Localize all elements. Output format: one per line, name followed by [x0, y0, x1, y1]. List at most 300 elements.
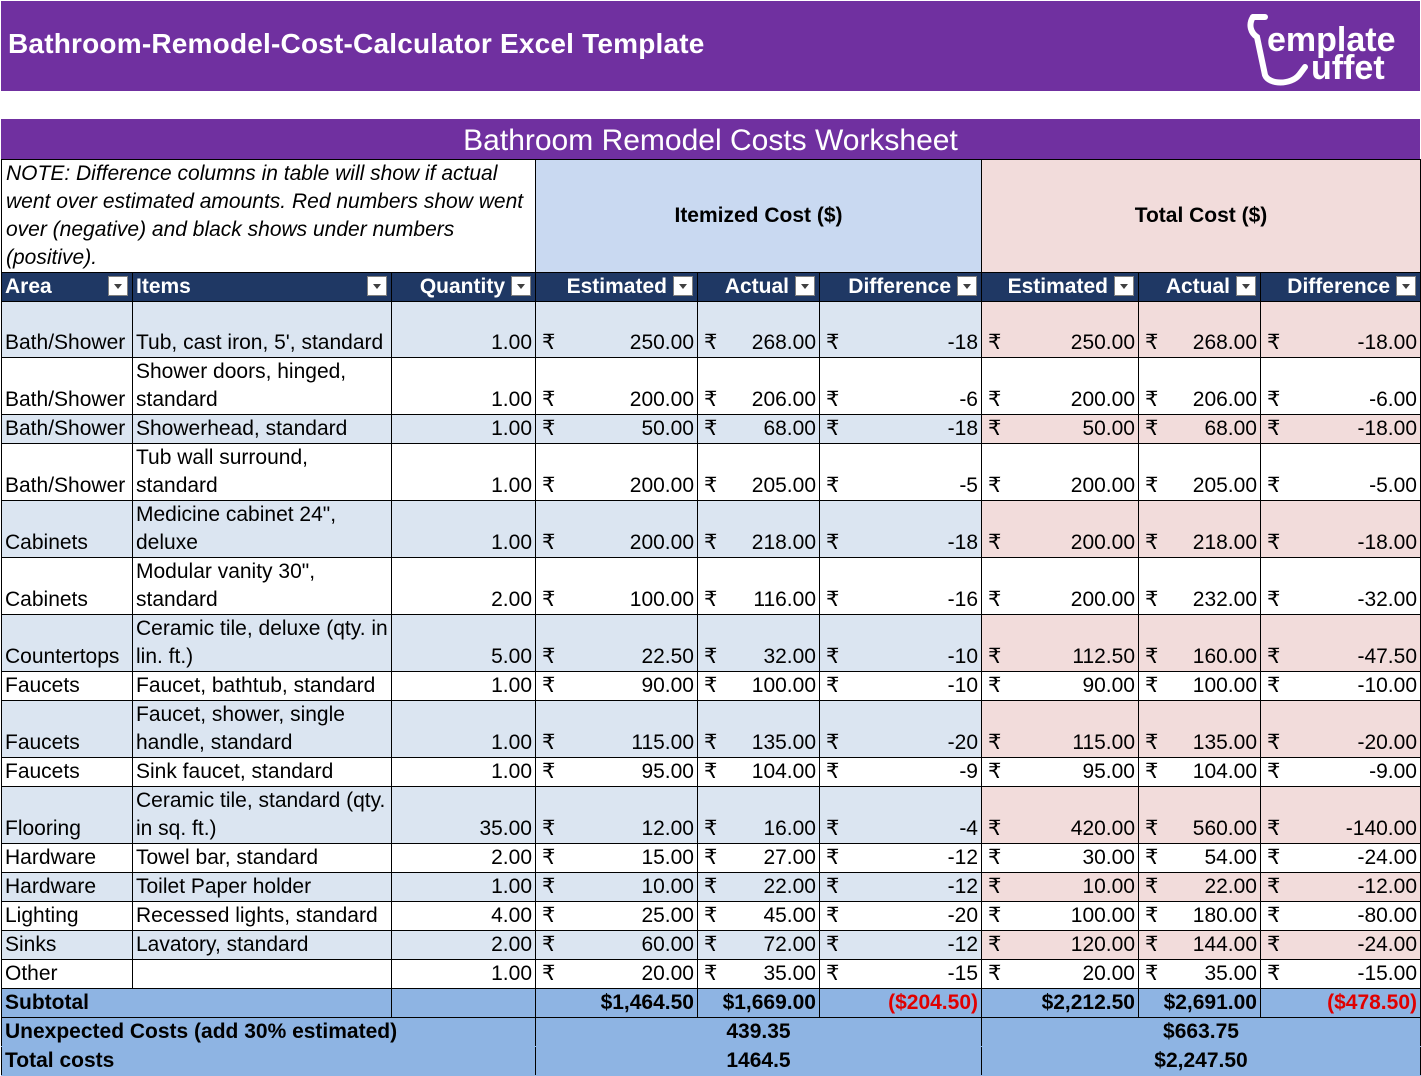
currency-symbol: ₹ — [826, 388, 840, 411]
currency-symbol: ₹ — [1267, 645, 1281, 668]
template-title: Bathroom-Remodel-Cost-Calculator Excel Template — [8, 28, 705, 59]
actual-cell[interactable]: ₹ 45.00 — [698, 902, 820, 931]
total-difference-cell[interactable]: ₹ -18.00 — [1261, 302, 1421, 358]
estimated-cell[interactable]: ₹ 200.00 — [536, 358, 698, 415]
currency-symbol: ₹ — [988, 474, 1002, 497]
actual-cell[interactable]: ₹ 68.00 — [698, 415, 820, 444]
total-difference-cell[interactable]: ₹ -18.00 — [1261, 501, 1421, 558]
difference-cell[interactable]: ₹ -15 — [820, 960, 982, 989]
worksheet-title: Bathroom Remodel Costs Worksheet — [1, 119, 1420, 159]
title-banner — [1, 1, 1420, 91]
currency-symbol: ₹ — [1145, 331, 1159, 354]
currency-symbol: ₹ — [1145, 904, 1159, 927]
quantity-cell[interactable]: 1.00 — [392, 672, 536, 701]
currency-symbol: ₹ — [704, 331, 718, 354]
filter-dropdown-icon[interactable] — [367, 276, 387, 296]
item-cell[interactable]: Toilet Paper holder — [133, 873, 392, 902]
currency-symbol: ₹ — [988, 904, 1002, 927]
currency-symbol: ₹ — [1145, 531, 1159, 554]
area-cell[interactable]: Hardware — [2, 873, 133, 902]
total-estimated-cell[interactable]: ₹ 200.00 — [982, 558, 1139, 615]
currency-symbol: ₹ — [542, 817, 556, 840]
area-cell[interactable]: Lighting — [2, 902, 133, 931]
filter-dropdown-icon[interactable] — [795, 276, 815, 296]
currency-symbol: ₹ — [826, 875, 840, 898]
table-row — [2, 444, 1421, 501]
currency-symbol: ₹ — [1145, 875, 1159, 898]
currency-symbol: ₹ — [1267, 531, 1281, 554]
area-cell[interactable]: Other — [2, 960, 133, 989]
total-difference-cell[interactable]: ₹ -15.00 — [1261, 960, 1421, 989]
table-row — [2, 672, 1421, 701]
total-estimated-cell[interactable]: ₹ 30.00 — [982, 844, 1139, 873]
difference-cell[interactable]: ₹ -12 — [820, 873, 982, 902]
currency-symbol: ₹ — [826, 846, 840, 869]
difference-cell[interactable]: ₹ -6 — [820, 358, 982, 415]
currency-symbol: ₹ — [704, 962, 718, 985]
item-cell[interactable]: Modular vanity 30", standard — [133, 558, 392, 615]
actual-cell[interactable]: ₹ 16.00 — [698, 787, 820, 844]
col-header-items[interactable]: Items — [133, 273, 392, 302]
total-actual-cell[interactable]: ₹ 54.00 — [1139, 844, 1261, 873]
currency-symbol: ₹ — [1267, 417, 1281, 440]
area-cell[interactable]: Bath/Shower — [2, 415, 133, 444]
subtotal-label[interactable]: Subtotal — [2, 989, 392, 1018]
unexpected-costs-total[interactable]: $663.75 — [982, 1018, 1421, 1047]
group-header-row — [2, 160, 1421, 273]
quantity-cell[interactable]: 1.00 — [392, 701, 536, 758]
currency-symbol: ₹ — [542, 760, 556, 783]
currency-symbol: ₹ — [704, 588, 718, 611]
currency-symbol: ₹ — [542, 645, 556, 668]
currency-symbol: ₹ — [988, 331, 1002, 354]
total-difference-cell[interactable]: ₹ -10.00 — [1261, 672, 1421, 701]
col-header-quantity[interactable]: Quantity — [392, 273, 536, 302]
currency-symbol: ₹ — [704, 904, 718, 927]
total-actual-cell[interactable]: ₹ 104.00 — [1139, 758, 1261, 787]
quantity-cell[interactable]: 1.00 — [392, 501, 536, 558]
area-cell[interactable]: Flooring — [2, 787, 133, 844]
total-costs-row — [2, 1047, 1421, 1076]
currency-symbol: ₹ — [1145, 645, 1159, 668]
total-actual-cell[interactable]: ₹ 218.00 — [1139, 501, 1261, 558]
difference-cell[interactable]: ₹ -12 — [820, 844, 982, 873]
difference-cell[interactable]: ₹ -18 — [820, 302, 982, 358]
subtotal-row — [2, 989, 1421, 1018]
total-actual-cell[interactable]: ₹ 100.00 — [1139, 672, 1261, 701]
item-cell[interactable]: Ceramic tile, standard (qty. in sq. ft.) — [133, 787, 392, 844]
total-estimated-cell[interactable]: ₹ 10.00 — [982, 873, 1139, 902]
table-row — [2, 701, 1421, 758]
quantity-cell[interactable]: 1.00 — [392, 758, 536, 787]
table-row — [2, 558, 1421, 615]
svg-text:uffet: uffet — [1311, 49, 1385, 87]
item-cell[interactable]: Faucet, bathtub, standard — [133, 672, 392, 701]
filter-dropdown-icon[interactable] — [1236, 276, 1256, 296]
currency-symbol: ₹ — [988, 962, 1002, 985]
currency-symbol: ₹ — [704, 760, 718, 783]
currency-symbol: ₹ — [1267, 904, 1281, 927]
table-row — [2, 960, 1421, 989]
currency-symbol: ₹ — [542, 904, 556, 927]
quantity-cell[interactable]: 1.00 — [392, 302, 536, 358]
total-actual-cell[interactable]: ₹ 35.00 — [1139, 960, 1261, 989]
quantity-cell[interactable]: 1.00 — [392, 960, 536, 989]
currency-symbol: ₹ — [826, 417, 840, 440]
total-actual-cell[interactable]: ₹ 268.00 — [1139, 302, 1261, 358]
area-cell[interactable]: Hardware — [2, 844, 133, 873]
area-cell[interactable]: Bath/Shower — [2, 358, 133, 415]
currency-symbol: ₹ — [1267, 875, 1281, 898]
currency-symbol: ₹ — [542, 331, 556, 354]
note-cell[interactable]: NOTE: Difference columns in table will show if actual went over estimated amounts. Red numbers show went over (negative) and black shows under numbers (positive). — [2, 160, 536, 273]
cost-worksheet-table — [1, 159, 1421, 1076]
difference-cell[interactable]: ₹ -20 — [820, 701, 982, 758]
quantity-cell[interactable]: 2.00 — [392, 844, 536, 873]
area-cell[interactable]: Sinks — [2, 931, 133, 960]
currency-symbol: ₹ — [1267, 388, 1281, 411]
difference-cell[interactable]: ₹ -20 — [820, 902, 982, 931]
subtotal-difference[interactable]: ($204.50) — [820, 989, 982, 1018]
estimated-cell[interactable]: ₹ 90.00 — [536, 672, 698, 701]
total-actual-cell[interactable]: ₹ 232.00 — [1139, 558, 1261, 615]
item-cell[interactable] — [133, 960, 392, 989]
total-estimated-cell[interactable]: ₹ 95.00 — [982, 758, 1139, 787]
total-estimated-cell[interactable]: ₹ 420.00 — [982, 787, 1139, 844]
estimated-cell[interactable]: ₹ 115.00 — [536, 701, 698, 758]
estimated-cell[interactable]: ₹ 250.00 — [536, 302, 698, 358]
actual-cell[interactable]: ₹ 72.00 — [698, 931, 820, 960]
area-cell[interactable]: Countertops — [2, 615, 133, 672]
currency-symbol: ₹ — [542, 962, 556, 985]
quantity-cell[interactable]: 35.00 — [392, 787, 536, 844]
estimated-cell[interactable]: ₹ 50.00 — [536, 415, 698, 444]
total-difference-cell[interactable]: ₹ -80.00 — [1261, 902, 1421, 931]
total-estimated-cell[interactable]: ₹ 90.00 — [982, 672, 1139, 701]
total-difference-cell[interactable]: ₹ -6.00 — [1261, 358, 1421, 415]
total-estimated-cell[interactable]: ₹ 100.00 — [982, 902, 1139, 931]
item-cell[interactable]: Shower doors, hinged, standard — [133, 358, 392, 415]
area-cell[interactable]: Cabinets — [2, 558, 133, 615]
estimated-cell[interactable]: ₹ 60.00 — [536, 931, 698, 960]
currency-symbol: ₹ — [826, 645, 840, 668]
estimated-cell[interactable]: ₹ 100.00 — [536, 558, 698, 615]
difference-cell[interactable]: ₹ -9 — [820, 758, 982, 787]
filter-dropdown-icon[interactable] — [108, 276, 128, 296]
currency-symbol: ₹ — [988, 933, 1002, 956]
currency-symbol: ₹ — [1145, 817, 1159, 840]
difference-cell[interactable]: ₹ -4 — [820, 787, 982, 844]
currency-symbol: ₹ — [704, 531, 718, 554]
currency-symbol: ₹ — [826, 588, 840, 611]
table-row — [2, 501, 1421, 558]
currency-symbol: ₹ — [704, 933, 718, 956]
item-cell[interactable]: Tub wall surround, standard — [133, 444, 392, 501]
currency-symbol: ₹ — [542, 846, 556, 869]
currency-symbol: ₹ — [1145, 417, 1159, 440]
total-actual-cell[interactable]: ₹ 144.00 — [1139, 931, 1261, 960]
table-row — [2, 844, 1421, 873]
area-cell[interactable]: Bath/Shower — [2, 302, 133, 358]
quantity-cell[interactable]: 2.00 — [392, 931, 536, 960]
table-row — [2, 615, 1421, 672]
currency-symbol: ₹ — [1267, 731, 1281, 754]
currency-symbol: ₹ — [988, 875, 1002, 898]
currency-symbol: ₹ — [1267, 474, 1281, 497]
currency-symbol: ₹ — [826, 674, 840, 697]
currency-symbol: ₹ — [826, 731, 840, 754]
unexpected-costs-label[interactable]: Unexpected Costs (add 30% estimated) — [2, 1018, 536, 1047]
area-cell[interactable]: Bath/Shower — [2, 444, 133, 501]
estimated-cell[interactable]: ₹ 10.00 — [536, 873, 698, 902]
total-difference-cell[interactable]: ₹ -140.00 — [1261, 787, 1421, 844]
col-header-total-actual[interactable]: Actual — [1139, 273, 1261, 302]
difference-cell[interactable]: ₹ -16 — [820, 558, 982, 615]
filter-dropdown-icon[interactable] — [1396, 276, 1416, 296]
actual-cell[interactable]: ₹ 35.00 — [698, 960, 820, 989]
difference-cell[interactable]: ₹ -10 — [820, 672, 982, 701]
currency-symbol: ₹ — [826, 760, 840, 783]
currency-symbol: ₹ — [704, 388, 718, 411]
subtotal-total-estimated[interactable]: $2,212.50 — [982, 989, 1139, 1018]
col-header-area[interactable]: Area — [2, 273, 133, 302]
currency-symbol: ₹ — [704, 731, 718, 754]
quantity-cell[interactable]: 1.00 — [392, 873, 536, 902]
currency-symbol: ₹ — [988, 846, 1002, 869]
total-difference-cell[interactable]: ₹ -32.00 — [1261, 558, 1421, 615]
total-actual-cell[interactable]: ₹ 560.00 — [1139, 787, 1261, 844]
item-cell[interactable]: Towel bar, standard — [133, 844, 392, 873]
itemized-cost-header[interactable]: Itemized Cost ($) — [536, 160, 982, 273]
actual-cell[interactable]: ₹ 104.00 — [698, 758, 820, 787]
estimated-cell[interactable]: ₹ 12.00 — [536, 787, 698, 844]
col-header-actual[interactable]: Actual — [698, 273, 820, 302]
actual-cell[interactable]: ₹ 32.00 — [698, 615, 820, 672]
col-header-difference[interactable]: Difference — [820, 273, 982, 302]
currency-symbol: ₹ — [542, 933, 556, 956]
total-estimated-cell[interactable]: ₹ 112.50 — [982, 615, 1139, 672]
currency-symbol: ₹ — [542, 388, 556, 411]
currency-symbol: ₹ — [1145, 760, 1159, 783]
quantity-cell[interactable]: 5.00 — [392, 615, 536, 672]
item-cell[interactable]: Lavatory, standard — [133, 931, 392, 960]
col-header-total-estimated[interactable]: Estimated — [982, 273, 1139, 302]
actual-cell[interactable]: ₹ 27.00 — [698, 844, 820, 873]
quantity-cell[interactable]: 1.00 — [392, 444, 536, 501]
total-actual-cell[interactable]: ₹ 205.00 — [1139, 444, 1261, 501]
currency-symbol: ₹ — [826, 904, 840, 927]
total-estimated-cell[interactable]: ₹ 120.00 — [982, 931, 1139, 960]
table-row — [2, 873, 1421, 902]
total-difference-cell[interactable]: ₹ -20.00 — [1261, 701, 1421, 758]
currency-symbol: ₹ — [988, 645, 1002, 668]
currency-symbol: ₹ — [988, 531, 1002, 554]
currency-symbol: ₹ — [542, 588, 556, 611]
total-costs-itemized[interactable]: 1464.5 — [536, 1047, 982, 1076]
table-row — [2, 358, 1421, 415]
area-cell[interactable]: Cabinets — [2, 501, 133, 558]
total-difference-cell[interactable]: ₹ -9.00 — [1261, 758, 1421, 787]
currency-symbol: ₹ — [704, 417, 718, 440]
currency-symbol: ₹ — [704, 674, 718, 697]
currency-symbol: ₹ — [1145, 731, 1159, 754]
item-cell[interactable]: Ceramic tile, deluxe (qty. in lin. ft.) — [133, 615, 392, 672]
currency-symbol: ₹ — [826, 933, 840, 956]
currency-symbol: ₹ — [704, 645, 718, 668]
actual-cell[interactable]: ₹ 135.00 — [698, 701, 820, 758]
actual-cell[interactable]: ₹ 206.00 — [698, 358, 820, 415]
item-cell[interactable]: Medicine cabinet 24", deluxe — [133, 501, 392, 558]
currency-symbol: ₹ — [1145, 588, 1159, 611]
total-actual-cell[interactable]: ₹ 180.00 — [1139, 902, 1261, 931]
total-costs-label[interactable]: Total costs — [2, 1047, 536, 1076]
total-estimated-cell[interactable]: ₹ 115.00 — [982, 701, 1139, 758]
estimated-cell[interactable]: ₹ 200.00 — [536, 501, 698, 558]
currency-symbol: ₹ — [704, 846, 718, 869]
area-cell[interactable]: Faucets — [2, 701, 133, 758]
total-difference-cell[interactable]: ₹ -24.00 — [1261, 931, 1421, 960]
item-cell[interactable]: Faucet, shower, single handle, standard — [133, 701, 392, 758]
subtotal-total-difference[interactable]: ($478.50) — [1261, 989, 1421, 1018]
template-buffet-logo — [1245, 11, 1419, 87]
difference-cell[interactable]: ₹ -18 — [820, 501, 982, 558]
table-row — [2, 415, 1421, 444]
currency-symbol: ₹ — [542, 474, 556, 497]
currency-symbol: ₹ — [988, 817, 1002, 840]
svg-text:emplate: emplate — [1267, 21, 1396, 59]
item-cell[interactable]: Recessed lights, standard — [133, 902, 392, 931]
subtotal-total-actual[interactable]: $2,691.00 — [1139, 989, 1261, 1018]
quantity-cell[interactable]: 1.00 — [392, 415, 536, 444]
quantity-cell[interactable]: 1.00 — [392, 358, 536, 415]
currency-symbol: ₹ — [988, 588, 1002, 611]
estimated-cell[interactable]: ₹ 200.00 — [536, 444, 698, 501]
currency-symbol: ₹ — [826, 817, 840, 840]
unexpected-costs-itemized[interactable]: 439.35 — [536, 1018, 982, 1047]
difference-cell[interactable]: ₹ -5 — [820, 444, 982, 501]
total-estimated-cell[interactable]: ₹ 250.00 — [982, 302, 1139, 358]
quantity-cell[interactable]: 2.00 — [392, 558, 536, 615]
total-estimated-cell[interactable]: ₹ 200.00 — [982, 501, 1139, 558]
table-row — [2, 758, 1421, 787]
unexpected-costs-row — [2, 1018, 1421, 1047]
actual-cell[interactable]: ₹ 268.00 — [698, 302, 820, 358]
area-cell[interactable]: Faucets — [2, 758, 133, 787]
estimated-cell[interactable]: ₹ 25.00 — [536, 902, 698, 931]
currency-symbol: ₹ — [1145, 674, 1159, 697]
currency-symbol: ₹ — [826, 962, 840, 985]
currency-symbol: ₹ — [704, 875, 718, 898]
currency-symbol: ₹ — [1267, 760, 1281, 783]
currency-symbol: ₹ — [1267, 933, 1281, 956]
currency-symbol: ₹ — [542, 531, 556, 554]
table-row — [2, 931, 1421, 960]
currency-symbol: ₹ — [704, 474, 718, 497]
total-difference-cell[interactable]: ₹ -12.00 — [1261, 873, 1421, 902]
filter-dropdown-icon[interactable] — [1114, 276, 1134, 296]
total-difference-cell[interactable]: ₹ -24.00 — [1261, 844, 1421, 873]
difference-cell[interactable]: ₹ -12 — [820, 931, 982, 960]
subtotal-qty-cell[interactable] — [392, 989, 536, 1018]
column-header-row — [2, 273, 1421, 302]
total-actual-cell[interactable]: ₹ 68.00 — [1139, 415, 1261, 444]
actual-cell[interactable]: ₹ 22.00 — [698, 873, 820, 902]
item-cell[interactable]: Showerhead, standard — [133, 415, 392, 444]
currency-symbol: ₹ — [1267, 674, 1281, 697]
area-cell[interactable]: Faucets — [2, 672, 133, 701]
total-actual-cell[interactable]: ₹ 160.00 — [1139, 615, 1261, 672]
currency-symbol: ₹ — [1267, 846, 1281, 869]
actual-cell[interactable]: ₹ 100.00 — [698, 672, 820, 701]
total-difference-cell[interactable]: ₹ -5.00 — [1261, 444, 1421, 501]
currency-symbol: ₹ — [1145, 388, 1159, 411]
filter-dropdown-icon[interactable] — [511, 276, 531, 296]
currency-symbol: ₹ — [542, 417, 556, 440]
currency-symbol: ₹ — [1267, 962, 1281, 985]
total-estimated-cell[interactable]: ₹ 200.00 — [982, 444, 1139, 501]
total-actual-cell[interactable]: ₹ 135.00 — [1139, 701, 1261, 758]
estimated-cell[interactable]: ₹ 20.00 — [536, 960, 698, 989]
total-actual-cell[interactable]: ₹ 206.00 — [1139, 358, 1261, 415]
currency-symbol: ₹ — [988, 731, 1002, 754]
currency-symbol: ₹ — [826, 474, 840, 497]
difference-cell[interactable]: ₹ -18 — [820, 415, 982, 444]
currency-symbol: ₹ — [988, 760, 1002, 783]
currency-symbol: ₹ — [1267, 331, 1281, 354]
table-row — [2, 302, 1421, 358]
currency-symbol: ₹ — [826, 531, 840, 554]
filter-dropdown-icon[interactable] — [957, 276, 977, 296]
currency-symbol: ₹ — [988, 388, 1002, 411]
table-row — [2, 787, 1421, 844]
total-estimated-cell[interactable]: ₹ 200.00 — [982, 358, 1139, 415]
total-actual-cell[interactable]: ₹ 22.00 — [1139, 873, 1261, 902]
currency-symbol: ₹ — [1145, 846, 1159, 869]
currency-symbol: ₹ — [542, 875, 556, 898]
currency-symbol: ₹ — [542, 731, 556, 754]
currency-symbol: ₹ — [704, 817, 718, 840]
currency-symbol: ₹ — [988, 674, 1002, 697]
currency-symbol: ₹ — [1267, 588, 1281, 611]
currency-symbol: ₹ — [1267, 817, 1281, 840]
currency-symbol: ₹ — [826, 331, 840, 354]
estimated-cell[interactable]: ₹ 22.50 — [536, 615, 698, 672]
item-cell[interactable]: Sink faucet, standard — [133, 758, 392, 787]
item-cell[interactable]: Tub, cast iron, 5', standard — [133, 302, 392, 358]
total-difference-cell[interactable]: ₹ -47.50 — [1261, 615, 1421, 672]
subtotal-actual[interactable]: $1,669.00 — [698, 989, 820, 1018]
col-header-estimated[interactable]: Estimated — [536, 273, 698, 302]
total-difference-cell[interactable]: ₹ -18.00 — [1261, 415, 1421, 444]
actual-cell[interactable]: ₹ 116.00 — [698, 558, 820, 615]
filter-dropdown-icon[interactable] — [673, 276, 693, 296]
subtotal-estimated[interactable]: $1,464.50 — [536, 989, 698, 1018]
total-estimated-cell[interactable]: ₹ 20.00 — [982, 960, 1139, 989]
estimated-cell[interactable]: ₹ 15.00 — [536, 844, 698, 873]
actual-cell[interactable]: ₹ 205.00 — [698, 444, 820, 501]
estimated-cell[interactable]: ₹ 95.00 — [536, 758, 698, 787]
table-row — [2, 902, 1421, 931]
line-items — [2, 302, 1421, 989]
total-cost-header[interactable]: Total Cost ($) — [982, 160, 1421, 273]
difference-cell[interactable]: ₹ -10 — [820, 615, 982, 672]
quantity-cell[interactable]: 4.00 — [392, 902, 536, 931]
col-header-total-difference[interactable]: Difference — [1261, 273, 1421, 302]
total-costs-total[interactable]: $2,247.50 — [982, 1047, 1421, 1076]
total-estimated-cell[interactable]: ₹ 50.00 — [982, 415, 1139, 444]
actual-cell[interactable]: ₹ 218.00 — [698, 501, 820, 558]
currency-symbol: ₹ — [1145, 933, 1159, 956]
